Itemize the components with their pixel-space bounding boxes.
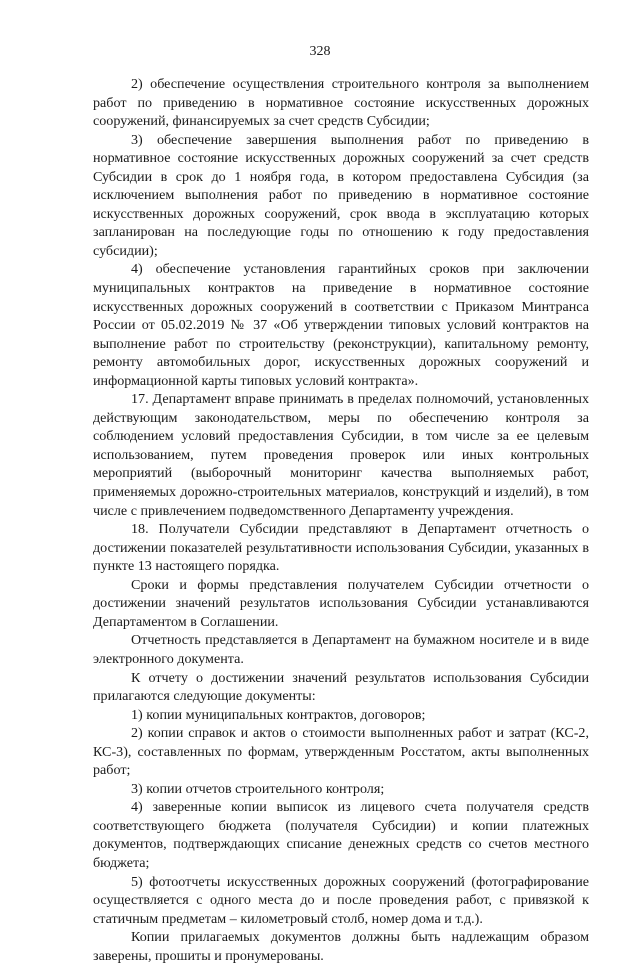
attachment-item-5: 5) фотоотчеты искусственных дорожных сооружений (фотографирование осуществляется с одного места до и после проведения работ, с привязкой к статичным предметам – километровый столб, номер дома и т.д.).	[93, 873, 589, 927]
paragraph-item-3: 3) обеспечение завершения выполнения работ по приведению в нормативное состояние искусственных дорожных сооружений за счет средств Субсидии в срок до 1 ноября года, в котором предоставлена Субсидия (за исключением выполнения работ по приведению в нормативное состояние искусственных дорожных сооружений, срок ввода в эксплуатацию которых запланирован на последующие годы по отношению к году предоставления субсидии);	[93, 131, 589, 259]
paragraph-item-4: 4) обеспечение установления гарантийных сроков при заключении муниципальных контрактов на приведение в нормативное состояние искусственных дорожных сооружений в соответствии с Приказом Минтранса России от 05.02.2019 № 37 «Об утверждении типовых условий контрактов на выполнение работ по строительству (реконструкции), капитальному ремонту, ремонту автомобильных дорог, искусственных дорожных сооружений и информационной карты типовых условий контракта».	[93, 261, 589, 389]
paragraph-certification: Копии прилагаемых документов должны быть надлежащим образом заверены, прошиты и пронумерованы.	[93, 929, 589, 964]
document-body	[93, 75, 589, 965]
paragraph-attachments-intro: К отчету о достижении значений результатов использования Субсидии прилагаются следующие документы:	[93, 669, 589, 705]
paragraph-clause-18: 18. Получатели Субсидии представляют в Департамент отчетность о достижении показателей результативности использования Субсидии, указанных в пункте 13 настоящего порядка.	[93, 521, 589, 575]
attachment-item-1: 1) копии муниципальных контрактов, договоров;	[131, 706, 426, 723]
paragraph-reporting-deadlines: Сроки и формы представления получателем Субсидии отчетности о достижении значений результатов использования Субсидии устанавливаются Департаментом в Соглашении.	[93, 576, 589, 630]
page-number: 328	[309, 44, 331, 59]
attachment-item-3: 3) копии отчетов строительного контроля;	[131, 780, 385, 797]
paragraph-item-2: 2) обеспечение осуществления строительного контроля за выполнением работ по приведению в нормативное состояние искусственных дорожных сооружений, финансируемых за счет средств Субсидии;	[93, 76, 589, 130]
attachment-item-2: 2) копии справок и актов о стоимости выполненных работ и затрат (КС-2, КС-3), составленных по формам, утвержденным Росстатом, акты выполненных работ;	[93, 725, 589, 779]
paragraph-reporting-format: Отчетность представляется в Департамент на бумажном носителе и в виде электронного документа.	[93, 632, 589, 667]
paragraph-clause-17: 17. Департамент вправе принимать в пределах полномочий, установленных действующим законодательством, меры по обеспечению контроля за соблюдением условий предоставления Субсидии, в том числе за ее целевым использованием, путем проведения проверок или иных контрольных мероприятий (выборочный мониторинг качества выполняемых работ, применяемых дорожно-строительных материалов, конструкций и изделий), в том числе с привлечением подведомственного Департаменту учреждения.	[93, 391, 589, 519]
attachment-item-4: 4) заверенные копии выписок из лицевого счета получателя средств соответствующего бюджета (получателя Субсидии) и копии платежных документов, подтверждающих списание денежных средств со счетов местного бюджета;	[93, 799, 589, 871]
